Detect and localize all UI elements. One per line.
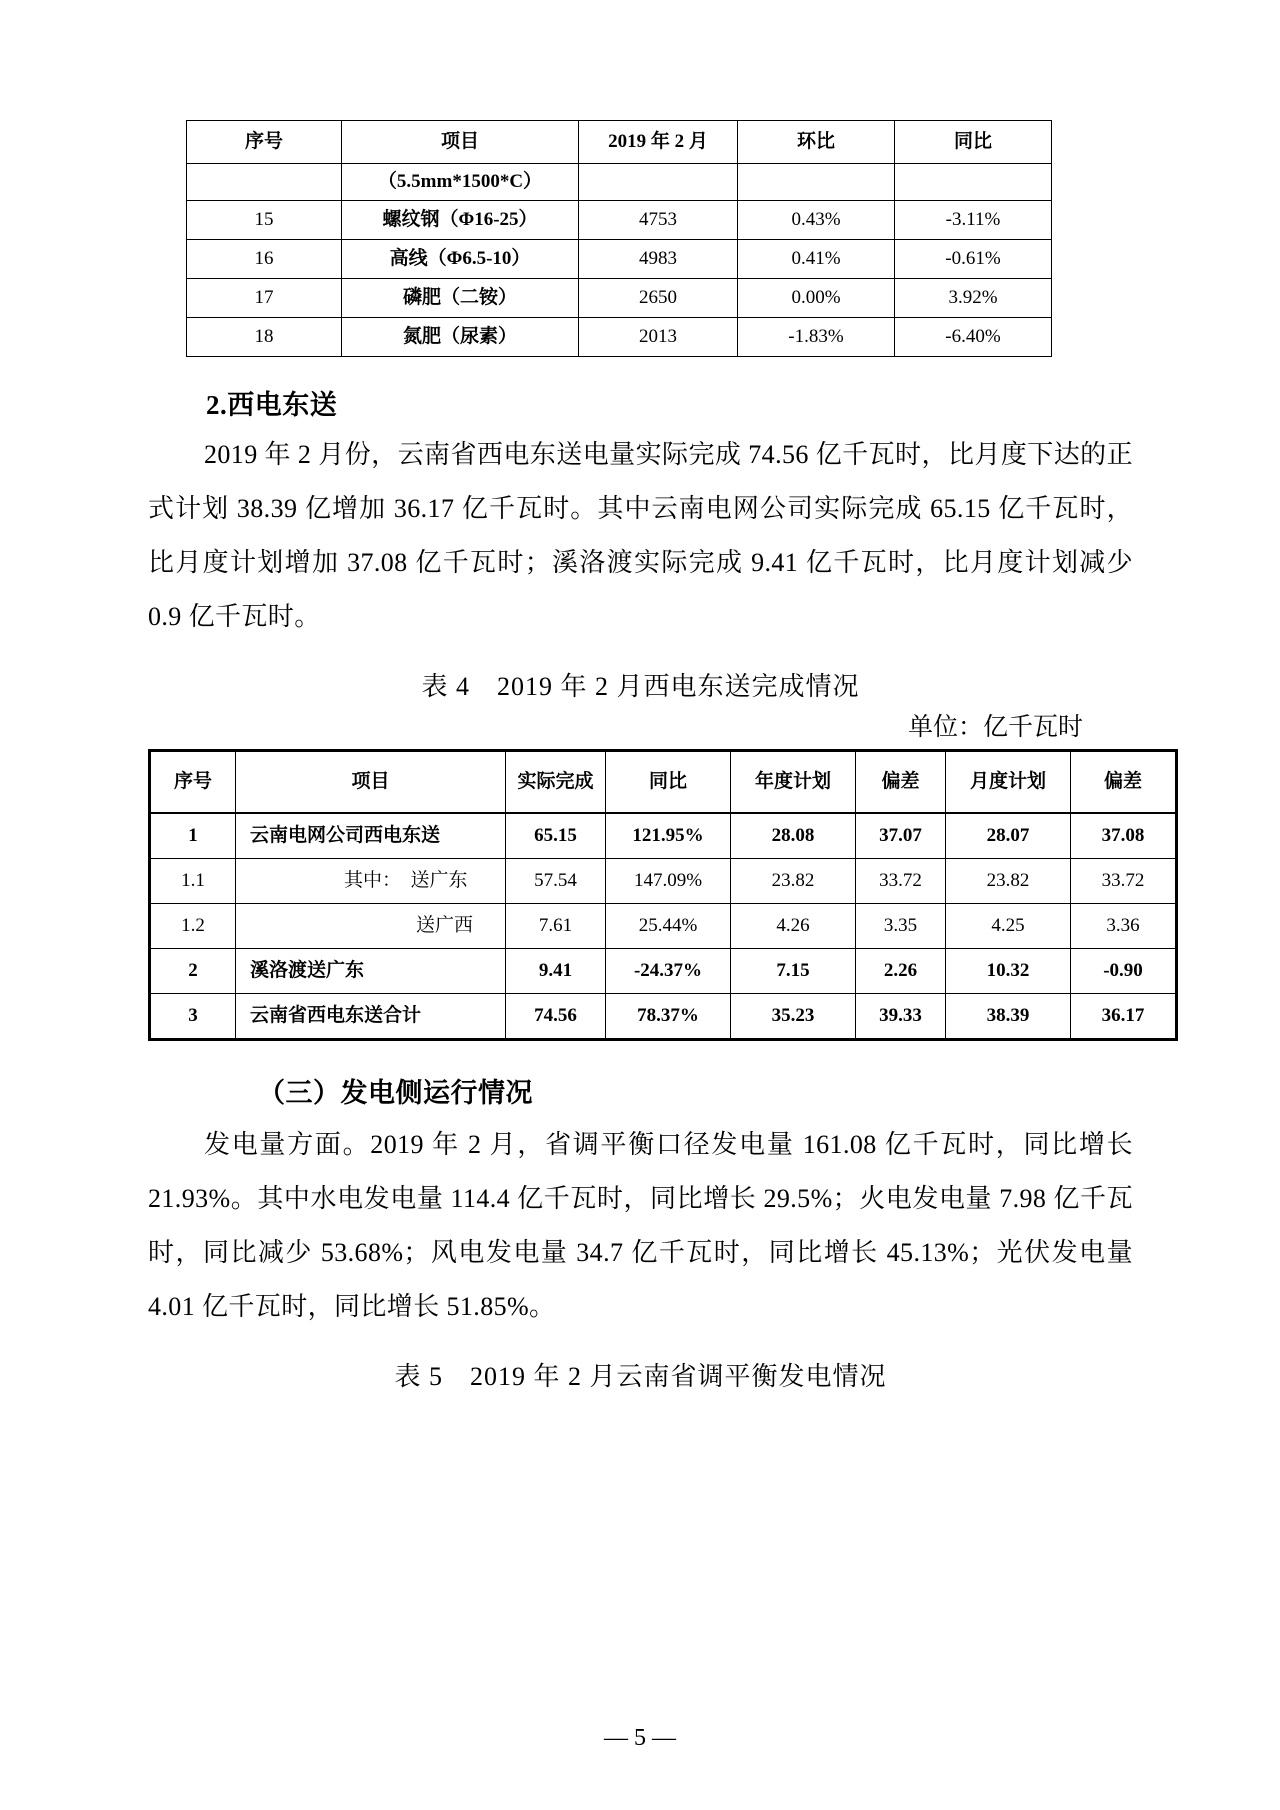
- table-row: [187, 279, 1052, 318]
- section-heading-2: 2.西电东送: [206, 390, 338, 420]
- cell-deviation-2: -0.90: [1071, 949, 1177, 994]
- section-2-paragraph: 2019 年 2 月份，云南省西电东送电量实际完成 74.56 亿千瓦时，比月度下达的正式计划 38.39 亿增加 36.17 亿千瓦时。其中云南电网公司实际完成 65.15 亿千瓦时，比月度计划增加 37.08 亿千瓦时；溪洛渡实际完成 9.41 亿千瓦时，比月度计划减少 0.9 亿千瓦时。: [148, 440, 1133, 631]
- cell-year-plan: 23.82: [731, 859, 856, 904]
- cell-actual: 7.61: [506, 904, 606, 949]
- cell-no: 3: [150, 994, 236, 1040]
- page-number: — 5 —: [604, 1725, 676, 1751]
- cell-project: 云南省西电东送合计: [236, 994, 506, 1040]
- cell-mom: 0.43%: [738, 201, 895, 240]
- cell-mom: [738, 164, 895, 201]
- cell-deviation-1: 33.72: [856, 859, 946, 904]
- cell-project: 云南电网公司西电东送: [236, 813, 506, 859]
- cell-deviation-1: 2.26: [856, 949, 946, 994]
- cell-deviation-1: 37.07: [856, 813, 946, 859]
- cell-year-plan: 28.08: [731, 813, 856, 859]
- cell-yoy: -24.37%: [606, 949, 731, 994]
- table4-unit: 单位：亿千瓦时: [907, 714, 1083, 741]
- cell-item: 高线（Φ6.5-10）: [342, 240, 579, 279]
- table4-head: [150, 751, 1177, 814]
- column-header-deviation-2: 偏差: [1071, 751, 1177, 814]
- cell-no: 16: [187, 240, 342, 279]
- west-to-east-power-table: [148, 749, 1178, 1041]
- table5-title: 表 5 2019 年 2 月云南省调平衡发电情况: [394, 1362, 887, 1391]
- column-header-actual: 实际完成: [506, 751, 606, 814]
- column-header-yoy: 同比: [895, 121, 1052, 164]
- column-header-project: 项目: [236, 751, 506, 814]
- cell-month-plan: 4.25: [946, 904, 1071, 949]
- column-header-year-plan: 年度计划: [731, 751, 856, 814]
- cell-value: [579, 164, 738, 201]
- table-header-row: [187, 121, 1052, 164]
- table-row: [187, 164, 1052, 201]
- table-row: [150, 904, 1177, 949]
- cell-item: （5.5mm*1500*C）: [342, 164, 579, 201]
- cell-actual: 9.41: [506, 949, 606, 994]
- cell-actual: 65.15: [506, 813, 606, 859]
- cell-deviation-1: 39.33: [856, 994, 946, 1040]
- cell-item: 螺纹钢（Φ16-25）: [342, 201, 579, 240]
- column-header-value: 2019 年 2 月: [579, 121, 738, 164]
- table-row: [150, 994, 1177, 1040]
- cell-mom: 0.00%: [738, 279, 895, 318]
- cell-value: 2650: [579, 279, 738, 318]
- cell-item: 磷肥（二铵）: [342, 279, 579, 318]
- cell-no: 15: [187, 201, 342, 240]
- table-row: [187, 318, 1052, 357]
- cell-deviation-2: 33.72: [1071, 859, 1177, 904]
- price-index-table: [186, 120, 1052, 357]
- cell-yoy: 78.37%: [606, 994, 731, 1040]
- table-row: [150, 949, 1177, 994]
- cell-yoy: 147.09%: [606, 859, 731, 904]
- page-content: [148, 120, 1145, 1397]
- cell-yoy: [895, 164, 1052, 201]
- table-header-row: [150, 751, 1177, 814]
- cell-month-plan: 10.32: [946, 949, 1071, 994]
- cell-project: 送广西: [236, 904, 506, 949]
- section-3-paragraph: 发电量方面。2019 年 2 月，省调平衡口径发电量 161.08 亿千瓦时，同比增长 21.93%。其中水电发电量 114.4 亿千瓦时，同比增长 29.5%；火电发电量 7.98 亿千瓦时，同比减少 53.68%；风电发电量 34.7 亿千瓦时，同比增长 45.13%；光伏发电量 4.01 亿千瓦时，同比增长 51.85%。: [148, 1130, 1133, 1321]
- cell-value: 2013: [579, 318, 738, 357]
- table-body: [187, 121, 1052, 357]
- section-heading-3: （三）发电侧运行情况: [258, 1078, 533, 1108]
- cell-no: 1.2: [150, 904, 236, 949]
- cell-value: 4753: [579, 201, 738, 240]
- column-header-deviation-1: 偏差: [856, 751, 946, 814]
- table-row: [187, 201, 1052, 240]
- cell-no: 2: [150, 949, 236, 994]
- cell-actual: 74.56: [506, 994, 606, 1040]
- cell-deviation-2: 36.17: [1071, 994, 1177, 1040]
- column-header-month-plan: 月度计划: [946, 751, 1071, 814]
- cell-item: 氮肥（尿素）: [342, 318, 579, 357]
- cell-yoy: -6.40%: [895, 318, 1052, 357]
- cell-year-plan: 7.15: [731, 949, 856, 994]
- column-header-mom: 环比: [738, 121, 895, 164]
- table-row: [187, 240, 1052, 279]
- table4-body: [150, 813, 1177, 1040]
- table-row: [150, 813, 1177, 859]
- cell-no: [187, 164, 342, 201]
- cell-mom: 0.41%: [738, 240, 895, 279]
- cell-no: 17: [187, 279, 342, 318]
- cell-value: 4983: [579, 240, 738, 279]
- cell-year-plan: 35.23: [731, 994, 856, 1040]
- cell-project: 溪洛渡送广东: [236, 949, 506, 994]
- cell-mom: -1.83%: [738, 318, 895, 357]
- cell-year-plan: 4.26: [731, 904, 856, 949]
- column-header-no: 序号: [150, 751, 236, 814]
- cell-no: 1.1: [150, 859, 236, 904]
- cell-yoy: 25.44%: [606, 904, 731, 949]
- cell-month-plan: 28.07: [946, 813, 1071, 859]
- cell-yoy: 3.92%: [895, 279, 1052, 318]
- cell-project: 其中： 送广东: [236, 859, 506, 904]
- cell-deviation-1: 3.35: [856, 904, 946, 949]
- cell-deviation-2: 37.08: [1071, 813, 1177, 859]
- column-header-item: 项目: [342, 121, 579, 164]
- cell-no: 1: [150, 813, 236, 859]
- cell-month-plan: 38.39: [946, 994, 1071, 1040]
- column-header-no: 序号: [187, 121, 342, 164]
- table4-title: 表 4 2019 年 2 月西电东送完成情况: [421, 672, 860, 701]
- cell-deviation-2: 3.36: [1071, 904, 1177, 949]
- cell-month-plan: 23.82: [946, 859, 1071, 904]
- cell-actual: 57.54: [506, 859, 606, 904]
- column-header-yoy: 同比: [606, 751, 731, 814]
- cell-no: 18: [187, 318, 342, 357]
- cell-yoy: -3.11%: [895, 201, 1052, 240]
- cell-yoy: 121.95%: [606, 813, 731, 859]
- cell-yoy: -0.61%: [895, 240, 1052, 279]
- table-row: [150, 859, 1177, 904]
